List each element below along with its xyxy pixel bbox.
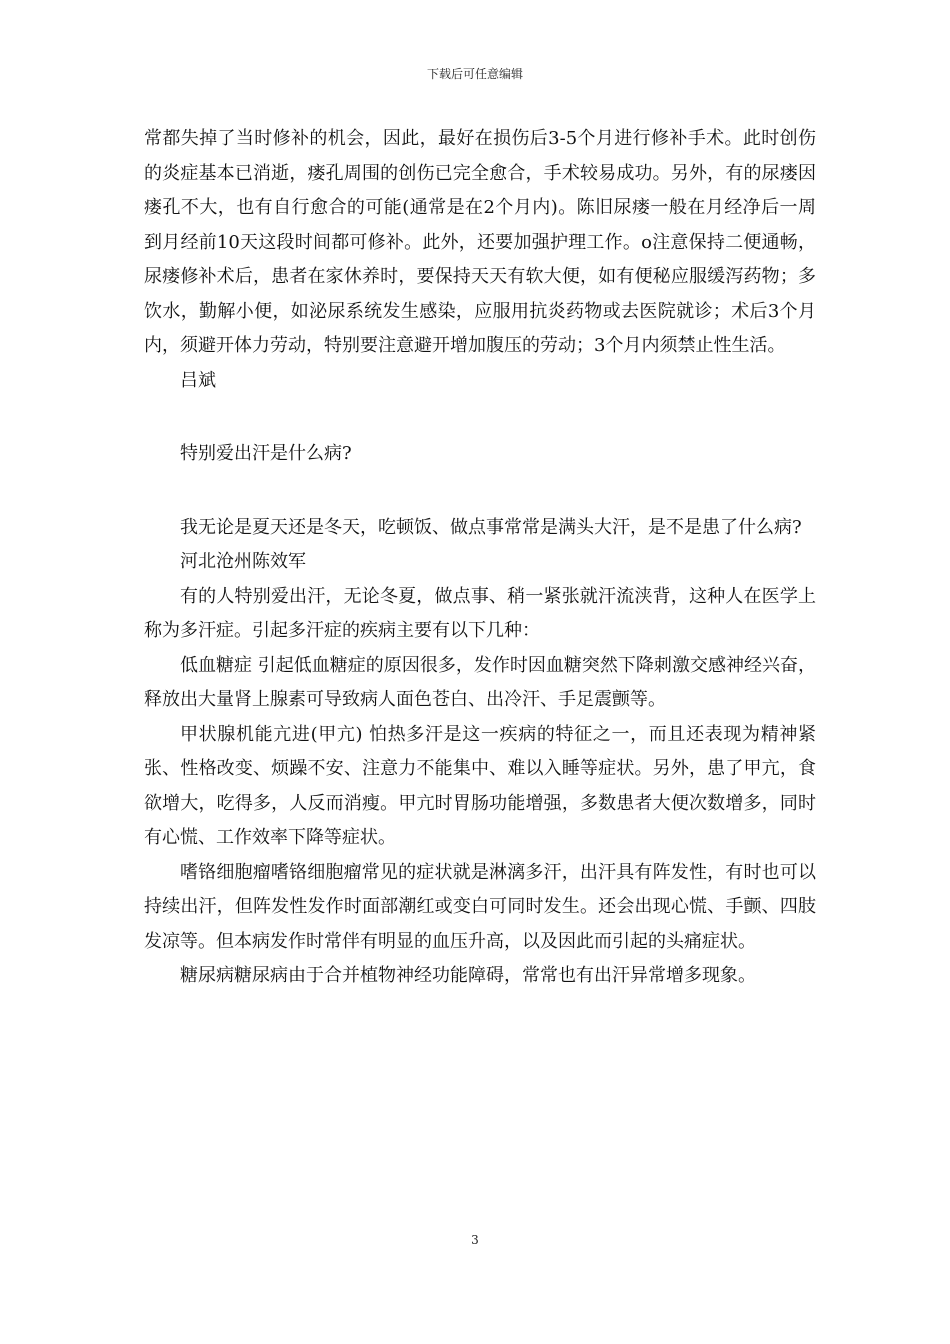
paragraph-diabetes: 糖尿病糖尿病由于合并植物神经功能障碍，常常也有出汗异常增多现象。 <box>180 965 756 986</box>
page-header: 下载后可任意编辑 <box>426 67 523 81</box>
author-signature: 吕斌 <box>180 369 216 391</box>
paragraph-hypoglycemia: 低血糖症 引起低血糖症的原因很多，发作时因血糖突然下降刺激交感神经兴奋，释放出大量肾上腺素可导致病人面色苍白、出冷汗、手足震颤等。 <box>144 654 816 710</box>
article-title: 特别爱出汗是什么病? <box>180 443 352 464</box>
paragraph-hyperthyroidism: 甲状腺机能亢进(甲亢) 怕热多汗是这一疾病的特征之一，而且还表现为精神紧张、性格改变、烦躁不安、注意力不能集中、难以入睡等症状。另外，患了甲亢，食欲增大，吃得多，人反而消瘦。甲亢时胃肠功能增强，多数患者大便次数增多，同时有心慌、工作效率下降等症状。 <box>144 723 816 848</box>
paragraph-intro: 有的人特别爱出汗，无论冬夏，做点事、稍一紧张就汗流浃背，这种人在医学上称为多汗症。引起多汗症的疾病主要有以下几种： <box>144 585 816 641</box>
paragraph-fistula-repair: 常都失掉了当时修补的机会，因此，最好在损伤后3-5个月进行修补手术。此时创伤的炎症基本已消逝，瘘孔周围的创伤已完全愈合，手术较易成功。另外，有的尿瘘因瘘孔不大，也有自行愈合的可能(通常是在2个月内)。陈旧尿瘘一般在月经净后一周到月经前10天这段时间都可修补。此外，还要加强护理工作。o注意保持二便通畅，尿瘘修补术后，患者在家休养时，要保持天天有软大便，如有便秘应服缓泻药物；多饮水，勤解小便，如泌尿系统发生感染，应服用抗炎药物或去医院就诊；术后3个月内，须避开体力劳动，特别要注意避开增加腹压的劳动；3个月内须禁止性生活。 <box>144 128 816 356</box>
page-number: 3 <box>471 1233 479 1247</box>
reader-question: 我无论是夏天还是冬天，吃顿饭、做点事常常是满头大汗，是不是患了什么病? <box>180 516 802 538</box>
reader-name: 河北沧州陈效军 <box>180 551 306 572</box>
document-body <box>144 122 816 994</box>
paragraph-pheochromocytoma: 嗜铬细胞瘤嗜铬细胞瘤常见的症状就是淋漓多汗，出汗具有阵发性，有时也可以持续出汗，但阵发性发作时面部潮红或变白可同时发生。还会出现心慌、手颤、四肢发凉等。但本病发作时常伴有明显的血压升高，以及因此而引起的头痛症状。 <box>144 861 816 952</box>
